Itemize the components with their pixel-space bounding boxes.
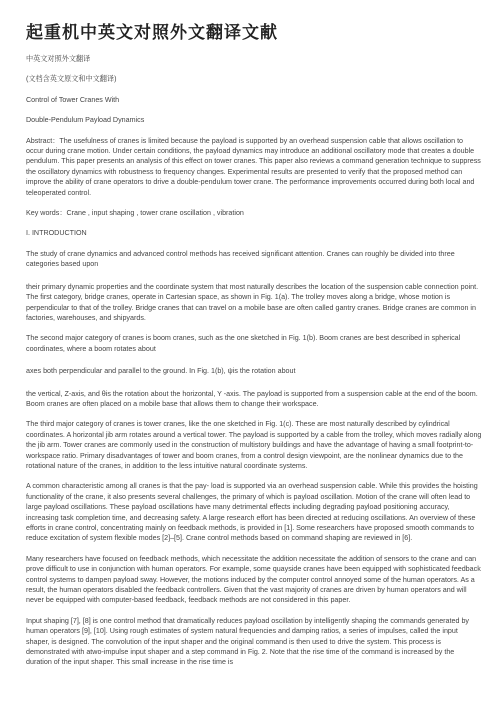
document-note: (文档含英文原文和中文翻译) — [26, 75, 117, 84]
subtitle: 中英文对照外文翻译 — [26, 55, 91, 63]
abstract-paragraph: Abstract：The usefulness of cranes is limited because the payload is supported by an overhead suspension cable that allows oscillation to occur during crane motion. Under certain conditions, the payload dynamics may introduce an additional oscillatory mode that creates a double pendulum. This paper presents an analysis of this effect on tower cranes. This paper also reviews a command generation technique to suppress the oscillatory dynamics with robustness to frequency changes. Experimental results are presented to verify that the proposed method can improve the ability of crane operators to drive a double-pendulum tower crane. The performance improvements occurred during both local and teleoperated control. — [26, 136, 481, 197]
page-title: 起重机中英文对照外文翻译文献 — [26, 23, 278, 43]
paper-title-line-1: Control of Tower Cranes With — [26, 95, 120, 104]
keywords-line: Key words：Crane , input shaping , tower crane oscillation , vibration — [26, 209, 244, 218]
body-paragraph: The study of crane dynamics and advanced control methods has received significant attention. Cranes can roughly be divided into three categories based upon — [26, 249, 455, 269]
body-paragraph: Input shaping [7], [8] is one control method that dramatically reduces payload oscillation by intelligently shaping the commands generated by human operators [9], [10]. Using rough estimates of system natural frequencies and damping ratios, a series of impulses, called the input shaper, is designed. The convolution of the input shaper and the original command is then used to drive the system. This process is demonstrated with atwo-impulse input shaper and a step command in Fig. 2. Note that the rise time of the command is increased by the duration of the input shaper. This small increase in the rise time is — [26, 616, 469, 667]
document-body — [26, 54, 482, 668]
body-paragraph: The second major category of cranes is boom cranes, such as the one sketched in Fig. 1(b). Boom cranes are best described in spherical coordinates, where a boom rotates about — [26, 334, 461, 353]
body-paragraph: A common characteristic among all cranes is that the pay- load is supported via an overhead suspension cable. While this provides the hoisting functionality of the crane, it also presents several challenges, the primary of which is payload oscillation. Motion of the crane will often lead to large payload oscillations. These payload oscillations have many detrimental effects including degrading payload positioning accuracy, increasing task completion time, and decreasing safety. A large research effort has been directed at reducing oscillations. An overview of these efforts in crane control, concentrating mainly on feedback methods, is provided in [1]. Some researchers have proposed smooth commands to reduce excitation of system flexible modes [2]–[5]. Crane control methods based on command shaping are reviewed in [6]. — [26, 482, 478, 543]
paper-title-line-2: Double-Pendulum Payload Dynamics — [26, 116, 145, 125]
body-paragraph: axes both perpendicular and parallel to the ground. In Fig. 1(b), ψis the rotation about — [26, 367, 296, 376]
body-paragraph: their primary dynamic properties and the coordinate system that most naturally describes the location of the suspension cable connection point. The first category, bridge cranes, operate in Cartesian space, as shown in Fig. 1(a). The trolley moves along a bridge, whose motion is perpendicular to that of the trolley. Bridge cranes that can travel on a mobile base are often called gantry cranes. Bridge cranes are common in factories, warehouses, and shipyards. — [26, 282, 479, 322]
body-paragraph: Many researchers have focused on feedback methods, which necessitate the addition necessitate the addition of sensors to the crane and can prove difficult to use in conjunction with human operators. For example, some quayside cranes have been equipped with sophisticated feedback control systems to dampen payload sway. However, the motions induced by the computer control annoyed some of the human operators. As a result, the human operators disabled the feedback controllers. Given that the vast majority of cranes are driven by human operators and will never be equipped with computer-based feedback, feedback methods are not considered in this paper. — [26, 554, 481, 605]
body-paragraph: The third major category of cranes is tower cranes, like the one sketched in Fig. 1(c). These are most naturally described by cylindrical coordinates. A horizontal jib arm rotates around a vertical tower. The payload is supported by a cable from the trolley, which moves radially along the jib arm. Tower cranes are commonly used in the construction of multistory buildings and have the advantage of having a small footprint-to-workspace ratio. Primary disadvantages of tower and boom cranes, from a control design viewpoint, are the nonlinear dynamics due to the rotational nature of the cranes, in addition to the less intuitive natural coordinate systems. — [26, 420, 482, 470]
body-paragraph: the vertical, Z-axis, and θis the rotation about the horizontal, Y -axis. The payload is supported from a suspension cable at the end of the boom. Boom cranes are often placed on a mobile base that allows them to change their workspace. — [26, 389, 478, 408]
section-heading: I. INTRODUCTION — [26, 229, 87, 238]
